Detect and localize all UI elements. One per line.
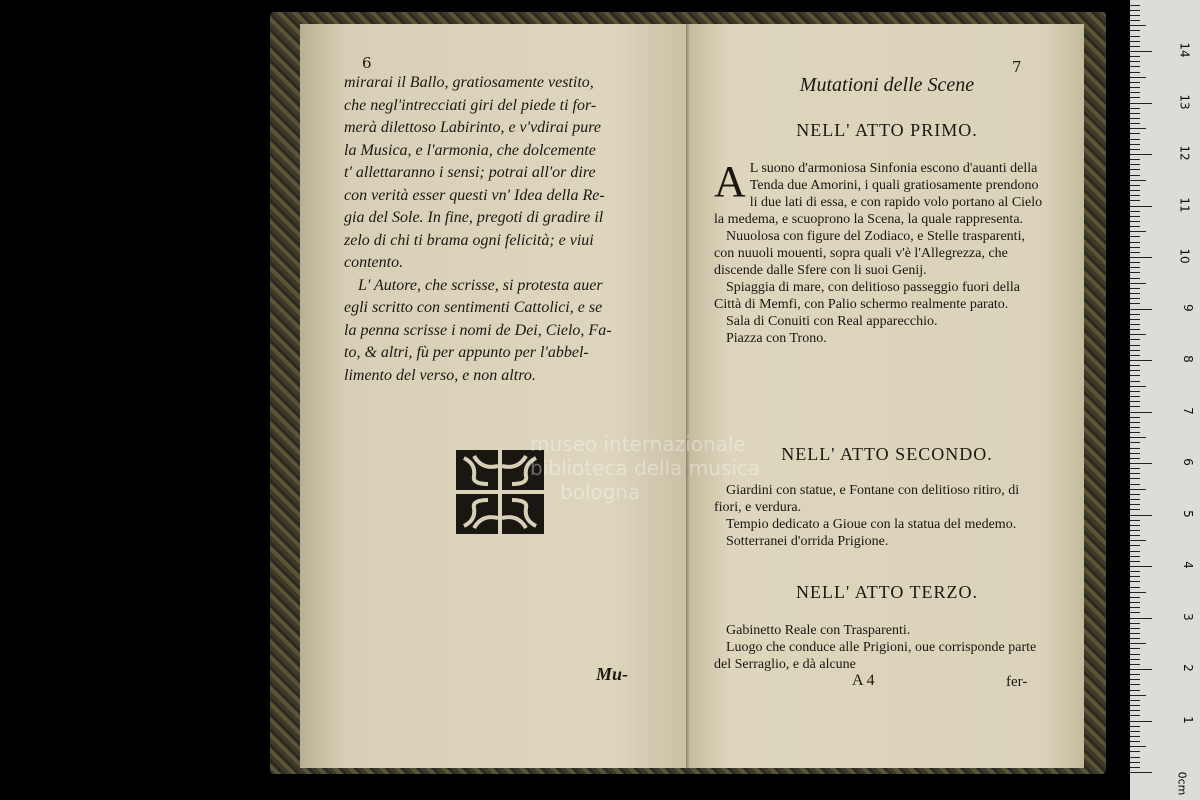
ruler-tick: [1130, 190, 1140, 191]
ruler-tick: [1130, 303, 1140, 304]
paragraph: Nuuolosa con figure del Zodiaco, e Stelle trasparenti, con nuuoli mouenti, sopra quali v'è l'Allegrezza, che discende dalle Sfere con li suoi Genij.: [714, 229, 1025, 278]
ruler-tick: [1130, 520, 1140, 521]
ruler-tick: [1130, 726, 1140, 727]
ruler-tick: [1130, 633, 1140, 634]
ruler-tick: [1130, 602, 1140, 603]
ruler-tick: [1130, 556, 1140, 557]
ruler-tick: [1130, 530, 1140, 531]
text-line: L' Autore, che scrisse, si protesta auer: [358, 276, 603, 294]
ruler-tick: [1130, 442, 1140, 443]
paragraph: L suono d'armoniosa Sinfonia escono d'auanti della Tenda due Amorini, i quali gratiosamente prendono li due lati di essa, e con rapido volo portano al Cielo la medema, e scuoprono la Scena, la quale rappresenta.: [714, 161, 1043, 227]
ruler-tick: [1130, 51, 1152, 52]
ruler-tick: [1130, 247, 1140, 248]
text-line: con verità esser questi vn' Idea della Re-: [344, 186, 605, 204]
ruler-tick: [1130, 762, 1140, 763]
ruler-tick: [1130, 92, 1140, 93]
ruler-tick: [1130, 741, 1140, 742]
paragraph: Giardini con statue, e Fontane con delitioso ritiro, di fiori, e verdura.: [714, 483, 1020, 515]
ruler-tick: [1130, 478, 1140, 479]
ruler-tick: [1130, 432, 1140, 433]
ruler-tick: [1130, 381, 1140, 382]
ruler-tick: [1130, 721, 1152, 722]
ruler-tick: [1130, 123, 1140, 124]
ruler-tick: [1130, 695, 1146, 696]
ruler-tick: [1130, 638, 1140, 639]
ruler-tick: [1130, 757, 1140, 758]
ruler-tick: [1130, 159, 1140, 160]
ruler-tick: [1130, 561, 1140, 562]
ruler-tick: [1130, 684, 1140, 685]
ruler-tick: [1130, 72, 1140, 73]
ruler-tick: [1130, 587, 1140, 588]
ruler-tick: [1130, 412, 1152, 413]
ruler-label: 13: [1177, 93, 1192, 110]
ruler-tick: [1130, 293, 1140, 294]
ruler-label: 8: [1181, 355, 1196, 363]
ruler-tick: [1130, 195, 1140, 196]
ruler-tick: [1130, 448, 1140, 449]
text-line: mirarai il Ballo, gratiosamente vestito,: [344, 74, 594, 91]
ruler-tick: [1130, 504, 1140, 505]
ruler-tick: [1130, 345, 1140, 346]
ruler-tick: [1130, 427, 1140, 428]
ruler-tick: [1130, 705, 1140, 706]
act-one-title: NELL' ATTO PRIMO.: [796, 120, 978, 140]
ruler-tick: [1130, 113, 1140, 114]
ruler-tick: [1130, 618, 1152, 619]
ruler-tick: [1130, 334, 1146, 335]
paragraph: Luogo che conduce alle Prigioni, oue corrisponde parte del Serraglio, e dà alcune: [714, 640, 1037, 672]
ruler-tick: [1130, 736, 1140, 737]
scene-heading: Mutationi delle Scene: [799, 74, 975, 96]
ruler-label: 12: [1177, 145, 1192, 161]
act-two-title: NELL' ATTO SECONDO.: [781, 444, 993, 464]
text-line: merà dilettoso Labirinto, e v'vdirai pure: [344, 119, 602, 136]
ruler-tick: [1130, 154, 1152, 155]
ruler-tick: [1130, 339, 1140, 340]
ruler-tick: [1130, 309, 1152, 310]
ruler-tick: [1130, 612, 1140, 613]
measurement-ruler: [1130, 0, 1200, 800]
ruler-tick: [1130, 103, 1152, 104]
ruler-label: 3: [1181, 612, 1196, 621]
ruler-tick: [1130, 10, 1140, 11]
ruler-tick: [1130, 46, 1140, 47]
ruler-tick: [1130, 128, 1146, 129]
text-line: egli scritto con sentimenti Cattolici, e se: [344, 299, 603, 316]
ruler-tick: [1130, 288, 1140, 289]
ruler-tick: [1130, 401, 1140, 402]
ruler-tick: [1130, 77, 1146, 78]
ruler-tick: [1130, 566, 1152, 567]
ruler-tick: [1130, 360, 1152, 361]
ruler-tick: [1130, 314, 1140, 315]
ruler-tick: [1130, 216, 1140, 217]
left-catchword: Mu-: [596, 664, 629, 684]
ruler-tick: [1130, 417, 1140, 418]
ruler-tick: [1130, 283, 1146, 284]
ruler-tick: [1130, 350, 1140, 351]
ruler-tick: [1130, 540, 1146, 541]
ruler-tick: [1130, 185, 1140, 186]
ruler-tick: [1130, 715, 1140, 716]
ruler-label: 14: [1177, 42, 1192, 58]
ruler-tick: [1130, 15, 1140, 16]
right-page: [690, 24, 1084, 768]
ruler-tick: [1130, 406, 1140, 407]
ruler-tick: [1130, 515, 1152, 516]
ruler-tick: [1130, 365, 1140, 366]
ruler-tick: [1130, 700, 1140, 701]
ruler-tick: [1130, 386, 1146, 387]
ruler-tick: [1130, 221, 1140, 222]
ruler-tick: [1130, 87, 1140, 88]
ruler-tick: [1130, 206, 1152, 207]
text-line: che negl'intrecciati giri del piede ti for-: [344, 96, 597, 114]
ruler-tick: [1130, 5, 1140, 6]
ruler-tick: [1130, 252, 1140, 253]
ruler-tick: [1130, 576, 1140, 577]
ruler-tick: [1130, 679, 1140, 680]
ruler-tick: [1130, 231, 1146, 232]
ruler-tick: [1130, 36, 1140, 37]
ruler-unit-label: 0cm: [1175, 771, 1189, 796]
ruler-tick: [1130, 329, 1140, 330]
ruler-tick: [1130, 272, 1140, 273]
ruler-tick: [1130, 669, 1152, 670]
ruler-tick: [1130, 200, 1140, 201]
ruler-tick: [1130, 66, 1140, 67]
ruler-tick: [1130, 262, 1140, 263]
ruler-tick: [1130, 545, 1140, 546]
ruler-tick: [1130, 139, 1140, 140]
ruler-label: 11: [1177, 196, 1192, 213]
ruler-tick: [1130, 494, 1140, 495]
ruler-tick: [1130, 324, 1140, 325]
ruler-tick: [1130, 628, 1140, 629]
ruler-tick: [1130, 458, 1140, 459]
ruler-tick: [1130, 767, 1140, 768]
ruler-tick: [1130, 463, 1152, 464]
text-line: zelo di chi ti brama ogni felicità; e viui: [344, 231, 594, 249]
paragraph: Piazza con Trono.: [726, 331, 827, 346]
ruler-tick: [1130, 319, 1140, 320]
ruler-tick: [1130, 175, 1140, 176]
ruler-tick: [1130, 597, 1140, 598]
ruler-tick: [1130, 20, 1140, 21]
ruler-tick: [1130, 731, 1140, 732]
ruler-tick: [1130, 674, 1140, 675]
ruler-label: 6: [1181, 458, 1196, 466]
ruler-tick: [1130, 592, 1146, 593]
act-three-title: NELL' ATTO TERZO.: [795, 582, 979, 602]
ruler-tick: [1130, 149, 1140, 150]
ruler-tick: [1130, 484, 1140, 485]
paragraph: Gabinetto Reale con Trasparenti.: [726, 623, 911, 638]
ruler-tick: [1130, 607, 1140, 608]
left-page: [300, 24, 688, 768]
ruler-tick: [1130, 118, 1140, 119]
paragraph: Tempio dedicato a Gioue con la statua del medemo.: [726, 517, 1017, 532]
ruler-tick: [1130, 30, 1140, 31]
ruler-label: 9: [1181, 303, 1196, 312]
ruler-tick: [1130, 525, 1140, 526]
ruler-tick: [1130, 298, 1140, 299]
text-line: la Musica, e l'armonia, che dolcemente: [344, 141, 596, 159]
act-two-body: [714, 482, 1044, 550]
ruler-tick: [1130, 25, 1146, 26]
ruler-tick: [1130, 422, 1140, 423]
ruler-tick: [1130, 144, 1140, 145]
ruler-tick: [1130, 211, 1140, 212]
ruler-tick: [1130, 236, 1140, 237]
ruler-tick: [1130, 581, 1140, 582]
ruler-tick: [1130, 41, 1140, 42]
ruler-tick: [1130, 61, 1140, 62]
ruler-tick: [1130, 643, 1146, 644]
ruler-tick: [1130, 391, 1140, 392]
ruler-label: 7: [1181, 406, 1196, 415]
text-line: t' allettaranno i sensi; potrai all'or dire: [344, 164, 596, 181]
ruler-label: 2: [1181, 664, 1196, 672]
ruler-tick: [1130, 108, 1140, 109]
ruler-label: 5: [1181, 509, 1196, 518]
ruler-tick: [1130, 180, 1146, 181]
left-page-text: [344, 72, 670, 387]
ruler-tick: [1130, 751, 1140, 752]
ruler-tick: [1130, 535, 1140, 536]
ruler-tick: [1130, 56, 1140, 57]
ruler-tick: [1130, 375, 1140, 376]
ruler-tick: [1130, 97, 1140, 98]
ruler-label: 10: [1177, 248, 1192, 264]
ruler-tick: [1130, 473, 1140, 474]
text-line: gia del Sole. In fine, pregoti di gradire il: [344, 209, 604, 226]
ruler-tick: [1130, 746, 1146, 747]
paragraph: Sotterranei d'orrida Prigione.: [726, 534, 889, 549]
right-page-number: 7: [1012, 58, 1022, 76]
ruler-tick: [1130, 169, 1140, 170]
paragraph: Sala di Conuiti con Real apparecchio.: [726, 314, 938, 329]
ruler-label: 4: [1181, 561, 1196, 569]
ruler-tick: [1130, 164, 1140, 165]
ruler-tick: [1130, 133, 1140, 134]
text-line: la penna scrisse i nomi de Dei, Cielo, Fa-: [344, 321, 612, 339]
ruler-tick: [1130, 654, 1140, 655]
ruler-tick: [1130, 710, 1140, 711]
right-catchword: fer-: [1006, 674, 1028, 690]
ruler-tick: [1130, 623, 1140, 624]
ruler-tick: [1130, 509, 1140, 510]
drop-cap: A: [714, 157, 746, 206]
ruler-tick: [1130, 355, 1140, 356]
act-three-body: [714, 622, 1044, 673]
ruler-tick: [1130, 659, 1140, 660]
ruler-label: 1: [1181, 715, 1196, 724]
ruler-tick: [1130, 396, 1140, 397]
ruler-tick: [1130, 242, 1140, 243]
ruler-tick: [1130, 664, 1140, 665]
ruler-tick: [1130, 499, 1140, 500]
text-line: limento del verso, e non altro.: [344, 366, 536, 384]
paragraph: Spiaggia di mare, con delitioso passeggio fuori della Città di Memfi, con Palio schermo realmente parato.: [714, 280, 1020, 312]
ruler-tick: [1130, 370, 1140, 371]
ruler-tick: [1130, 489, 1146, 490]
ruler-tick: [1130, 772, 1152, 773]
signature-mark: A 4: [852, 672, 875, 689]
ruler-tick: [1130, 278, 1140, 279]
text-line: to, & altri, fù per appunto per l'abbel-: [344, 344, 589, 361]
ruler-tick: [1130, 571, 1140, 572]
ruler-tick: [1130, 648, 1140, 649]
ruler-tick: [1130, 690, 1140, 691]
library-watermark: museo internazionale biblioteca della musica bologna: [530, 432, 761, 504]
ruler-tick: [1130, 453, 1140, 454]
left-page-number: 6: [362, 54, 372, 72]
ruler-tick: [1130, 267, 1140, 268]
text-line: contento.: [344, 254, 404, 271]
ruler-tick: [1130, 468, 1140, 469]
ruler-tick: [1130, 82, 1140, 83]
ruler-tick: [1130, 257, 1152, 258]
act-one-body: [714, 157, 1044, 347]
ruler-tick: [1130, 226, 1140, 227]
ruler-tick: [1130, 437, 1146, 438]
ruler-tick: [1130, 551, 1140, 552]
